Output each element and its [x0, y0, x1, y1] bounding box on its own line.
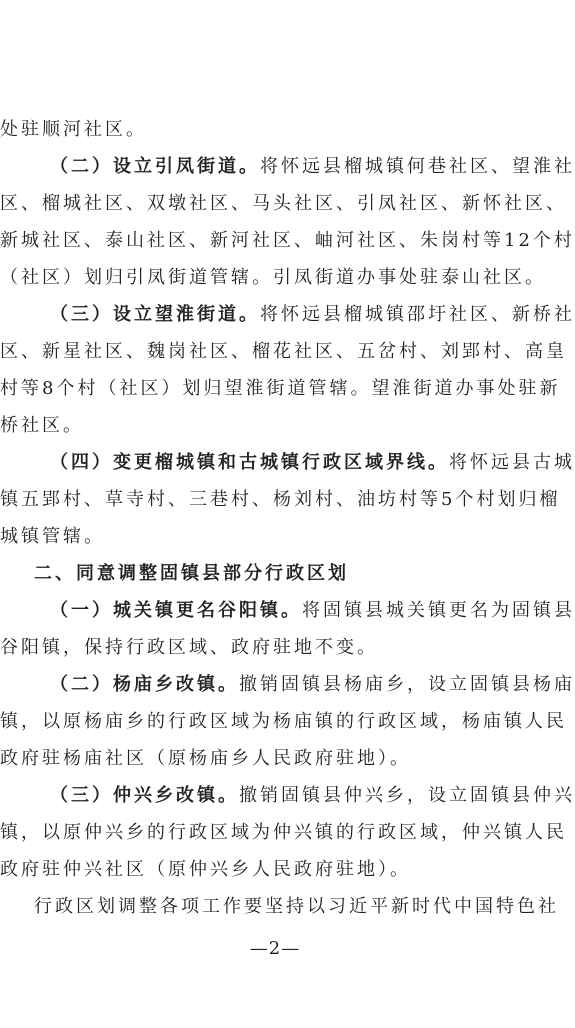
paragraph-line	[0, 377, 561, 401]
chapter-heading	[0, 562, 550, 586]
section-heading-line	[0, 784, 575, 808]
section-heading-line	[0, 303, 575, 327]
line-text: 桥社区。	[0, 415, 84, 436]
paragraph-line	[0, 229, 575, 253]
section-heading-line	[0, 155, 575, 179]
paragraph-line	[0, 192, 567, 216]
line-text: 撤销固镇县仲兴乡，设立固镇县仲兴	[239, 785, 575, 806]
paragraph-line	[0, 636, 550, 660]
line-text: 将怀远县榴城镇何巷社区、望淮社	[260, 156, 575, 177]
line-text: 将怀远县榴城镇邵圩社区、新桥社	[260, 304, 575, 325]
section-title: （二）杨庙乡改镇。	[50, 674, 239, 695]
line-text: 处驻顺河社区。	[0, 119, 147, 140]
line-text: 谷阳镇，保持行政区域、政府驻地不变。	[0, 637, 378, 658]
line-text: （社区）划归引凤街道管辖。引凤街道办事处驻泰山社区。	[0, 267, 546, 288]
paragraph-line	[0, 118, 550, 142]
paragraph-line	[0, 414, 550, 438]
section-heading-line	[0, 673, 575, 697]
paragraph-line	[0, 266, 550, 290]
paragraph-line	[0, 340, 567, 364]
section-title: （一）城关镇更名谷阳镇。	[50, 600, 302, 621]
section-heading-line	[0, 451, 575, 475]
line-text: 镇，以原杨庙乡的行政区域为杨庙镇的行政区域，杨庙镇人民	[0, 711, 567, 732]
paragraph-line	[0, 525, 550, 549]
line-text: 区、新星社区、魏岗社区、榴花社区、五岔村、刘郢村、高皇	[0, 341, 567, 362]
paragraph-line	[0, 858, 550, 882]
line-text: 村等8个村（社区）划归望淮街道管辖。望淮街道办事处驻新	[0, 378, 561, 399]
line-text: 政府驻仲兴社区（原仲兴乡人民政府驻地）。	[0, 859, 411, 880]
paragraph-line	[0, 895, 559, 919]
line-text: 行政区划调整各项工作要坚持以习近平新时代中国特色社	[34, 896, 559, 917]
paragraph-line	[0, 710, 567, 734]
line-text: 镇，以原仲兴乡的行政区域为仲兴镇的行政区域，仲兴镇人民	[0, 822, 567, 843]
heading-text: 二、同意调整固镇县部分行政区划	[34, 563, 349, 584]
page-number-text: —2—	[249, 938, 301, 959]
section-heading-line	[0, 599, 575, 623]
line-text: 区、榴城社区、双墩社区、马头社区、引凤社区、新怀社区、	[0, 193, 567, 214]
section-title: （三）设立望淮街道。	[50, 304, 260, 325]
paragraph-line	[0, 747, 550, 771]
line-text: 将怀远县古城	[449, 452, 575, 473]
line-text: 撤销固镇县杨庙乡，设立固镇县杨庙	[239, 674, 575, 695]
section-title: （二）设立引凤街道。	[50, 156, 260, 177]
line-text: 镇五郢村、草寺村、三巷村、杨刘村、油坊村等5个村划归榴	[0, 489, 561, 510]
section-title: （四）变更榴城镇和古城镇行政区域界线。	[50, 452, 449, 473]
line-text: 将固镇县城关镇更名为固镇县	[302, 600, 575, 621]
section-title: （三）仲兴乡改镇。	[50, 785, 239, 806]
paragraph-line	[0, 488, 561, 512]
line-text: 城镇管辖。	[0, 526, 105, 547]
page-number	[0, 938, 550, 959]
line-text: 新城社区、泰山社区、新河社区、岫河社区、朱岗村等12个村	[0, 230, 575, 251]
paragraph-line	[0, 821, 567, 845]
line-text: 政府驻杨庙社区（原杨庙乡人民政府驻地）。	[0, 748, 411, 769]
